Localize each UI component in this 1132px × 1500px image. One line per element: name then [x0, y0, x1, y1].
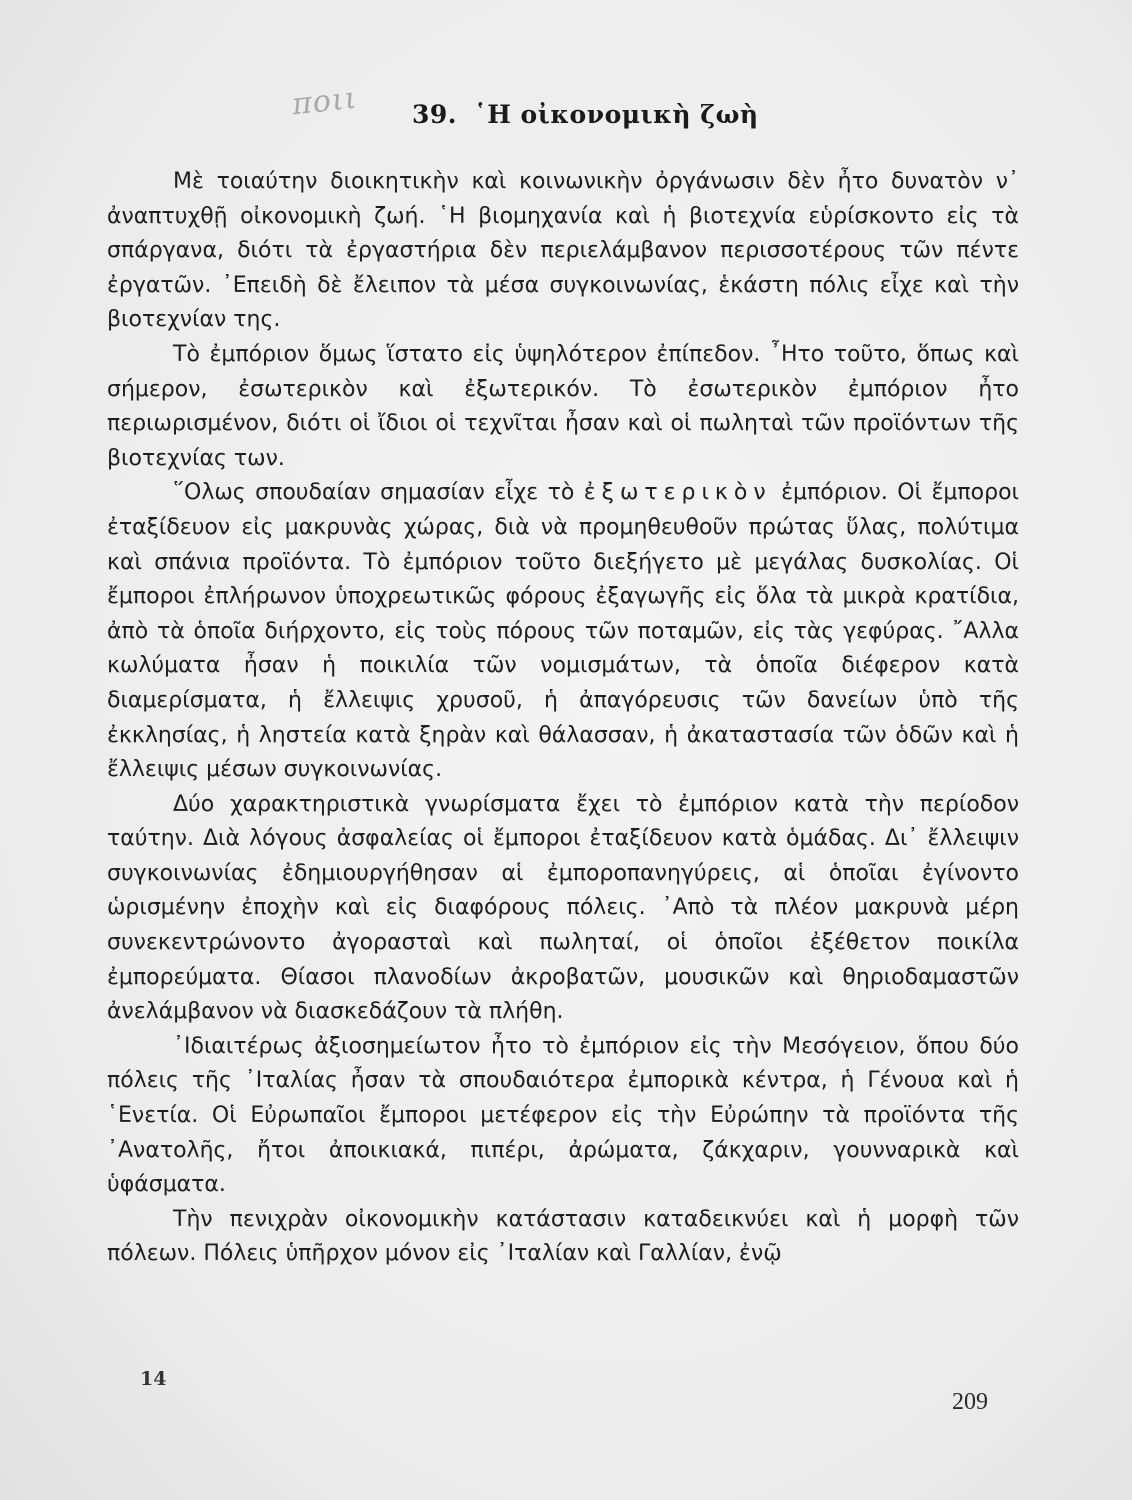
- paragraph-3: [107, 476, 1019, 787]
- paragraph-text: ᾽Ιδιαιτέρως ἀξιοσημείωτον ἦτο τὸ ἐμπόριον εἰς τὴν Μεσόγειον, ὅπου δύο πόλεις τῆς ᾽Ιταλίας ἦσαν τὰ σπουδαιότερα ἐμπορικὰ κέντρα, ἡ Γένουα καὶ ἡ ῾Ενετία. Οἱ Εὐρωπαῖοι ἔμποροι μετέφερον εἰς τὴν Εὐρώπην τὰ προϊόντα τῆς ᾽Ανατολῆς, ἤτοι ἀποικιακά, πιπέρι, ἀρώματα, ζάκχαριν, γουνναρικὰ καὶ ὑφάσματα.: [107, 1033, 1019, 1198]
- paragraph-6: [107, 1203, 1019, 1272]
- paragraph-1: [107, 165, 1019, 338]
- body-text: [107, 165, 1019, 1272]
- page-number: 209: [952, 1389, 988, 1415]
- paragraph-text: ἐμπόριον. Οἱ ἔμποροι ἐταξίδευον εἰς μακρυνὰς χώρας, διὰ νὰ προμηθευθοῦν πρώτας ὕλας, πολύτιμα καὶ σπάνια προϊόντα. Τὸ ἐμπόριον τοῦτο διεξήγετο μὲ μεγάλας δυσκολίας. Οἱ ἔμποροι ἐπλήρωνον ὑποχρεωτικῶς φόρους ἐξαγωγῆς εἰς ὅλα τὰ μικρὰ κρατίδια, ἀπὸ τὰ ὁποῖα διήρχοντο, εἰς τοὺς πόρους τῶν ποταμῶν, εἰς τὰς γεφύρας. ῎Αλλα κωλύματα ἦσαν ἡ ποικιλία τῶν νομισμάτων, τὰ ὁποῖα διέφερον κατὰ διαμερίσματα, ἡ ἔλλειψις χρυσοῦ, ἡ ἀπαγόρευσις τῶν δανείων ὑπὸ τῆς ἐκκλησίας, ἡ ληστεία κατὰ ξηρὰν καὶ θάλασσαν, ἡ ἀκαταστασία τῶν ὁδῶν καὶ ἡ ἔλλειψις μέσων συγκοινωνίας.: [107, 480, 1019, 783]
- paragraph-4: [107, 788, 1019, 1030]
- signature-mark: 14: [140, 1368, 167, 1390]
- margin-note: ποιι: [290, 80, 359, 123]
- paragraph-5: [107, 1030, 1019, 1203]
- chapter-heading: [412, 100, 759, 129]
- paragraph-text: Μὲ τοιαύτην διοικητικὴν καὶ κοινωνικὴν ὀργάνωσιν δὲν ἦτο δυνατὸν ν᾽ ἀναπτυχθῇ οἰκονομικὴ ζωή. ῾Η βιομηχανία καὶ ἡ βιοτεχνία εὑρίσκοντο εἰς τὰ σπάργανα, διότι τὰ ἐργαστήρια δὲν περιελάμβανον περισσοτέρους τῶν πέντε ἐργατῶν. ᾽Επειδὴ δὲ ἔλειπον τὰ μέσα συγκοινωνίας, ἑκάστη πόλις εἶχε καὶ τὴν βιοτεχνίαν της.: [107, 169, 1019, 333]
- paragraph-text: ῞Ολως σπουδαίαν σημασίαν εἶχε τὸ: [173, 480, 575, 506]
- paragraph-text: Δύο χαρακτηριστικὰ γνωρίσματα ἔχει τὸ ἐμπόριον κατὰ τὴν περίοδον ταύτην. Διὰ λόγους ἀσφαλείας οἱ ἔμποροι ἐταξίδευον κατὰ ὁμάδας. Δι᾽ ἔλλειψιν συγκοινωνίας ἐδημιουργήθησαν αἱ ἐμποροπανηγύρεις, αἱ ὁποῖαι ἐγίνοντο ὡρισμένην ἐποχὴν καὶ εἰς διαφόρους πόλεις. ᾽Απὸ τὰ πλέον μακρυνὰ μέρη συνεκεντρώνοντο ἀγορασταὶ καὶ πωληταί, οἱ ὁποῖοι ἐξέθετον ποικίλα ἐμπορεύματα. Θίασοι πλανοδίων ἀκροβατῶν, μουσικῶν καὶ θηριοδαμαστῶν ἀνελάμβανον νὰ διασκεδάζουν τὰ πλήθη.: [107, 791, 1019, 1025]
- emphasized-word: ἐξωτερικὸν: [583, 480, 772, 506]
- paragraph-text: Τὸ ἐμπόριον ὅμως ἵστατο εἰς ὑψηλότερον ἐπίπεδον. ῏Ητο τοῦτο, ὅπως καὶ σήμερον, ἐσωτερικὸν καὶ ἐξωτερικόν. Τὸ ἐσωτερικὸν ἐμπόριον ἦτο περιωρισμένον, διότι οἱ ἴδιοι οἱ τεχνῖται ἦσαν καὶ οἱ πωληταὶ τῶν προϊόντων τῆς βιοτεχνίας των.: [107, 341, 1019, 471]
- paragraph-text: Τὴν πενιχρὰν οἰκονομικὴν κατάστασιν καταδεικνύει καὶ ἡ μορφὴ τῶν πόλεων. Πόλεις ὑπῆρχον μόνον εἰς ᾽Ιταλίαν καὶ Γαλλίαν, ἐνῷ: [107, 1206, 1019, 1267]
- chapter-number: 39.: [412, 100, 457, 129]
- paragraph-2: [107, 338, 1019, 476]
- chapter-title: ῾Η οἰκονομικὴ ζωὴ: [474, 100, 759, 129]
